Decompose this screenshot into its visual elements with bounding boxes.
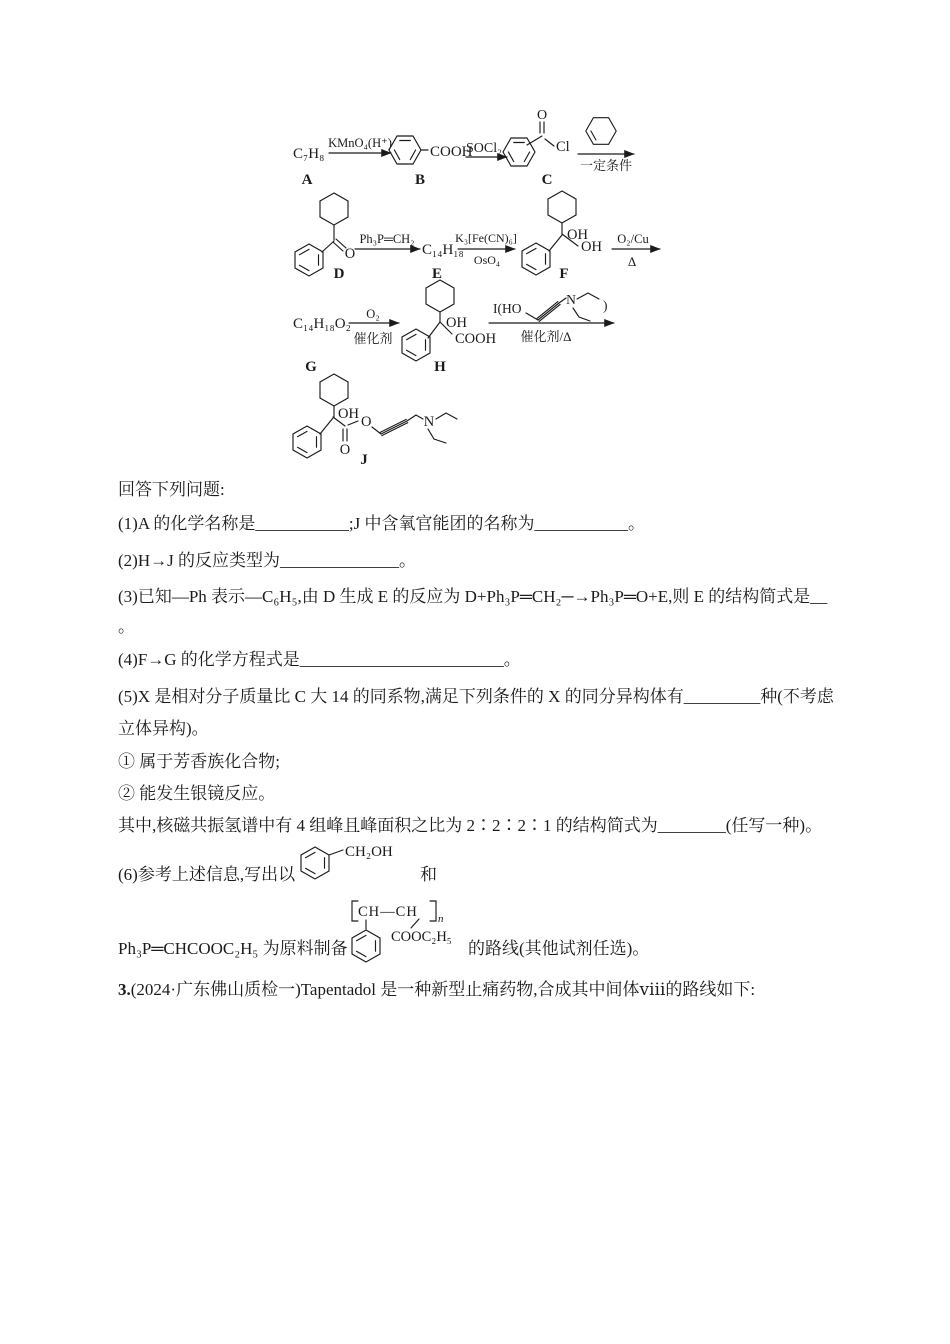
cyclohexane-ring — [320, 193, 348, 225]
benzene-ring — [389, 136, 421, 164]
reagent-i-close: ) — [603, 298, 608, 313]
benzene-ring — [503, 138, 535, 166]
question-5-line2: 立体异构)。 — [118, 719, 209, 738]
question-5-condition-2: ② 能发生银镜反应。 — [118, 784, 276, 803]
arrow-step8 — [489, 323, 614, 344]
benzene-ring — [522, 243, 550, 275]
atom-o-c: O — [536, 108, 548, 123]
label-h: H — [434, 359, 446, 375]
label-f: F — [559, 266, 569, 282]
question-1: (1)A 的化学名称是___________;J 中含氧官能团的名称为___________。 — [118, 514, 645, 533]
reagent-o2: O₂ — [366, 307, 380, 321]
reagent-o2cu: O₂/Cu — [617, 232, 649, 246]
label-e: E — [431, 266, 443, 282]
question-6-suffix: 的路线(其他试剂任选)。 — [468, 939, 650, 958]
condition-step3: 一定条件 — [579, 158, 633, 173]
compound-c — [503, 108, 570, 188]
question-6-material: Ph₃P═CHCOOC₂H₅ 为原料制备 — [118, 939, 348, 958]
benzene-ring — [352, 930, 380, 962]
question-2: (2)H→J 的反应类型为______________。 — [118, 551, 416, 570]
reagent-kmno4: KMnO₄(H⁺) — [328, 136, 392, 150]
cyclohexane-ring — [320, 374, 348, 406]
label-g: G — [305, 359, 317, 375]
reagent-i-open: I(HO — [493, 301, 522, 316]
compound-b — [389, 136, 473, 188]
compound-a — [293, 146, 324, 188]
compound-g — [293, 316, 351, 375]
formula-e: C₁₄H₁₈ — [422, 242, 464, 258]
reagent-socl2: SOCl₂ — [466, 141, 503, 156]
group-oh2-f: OH — [581, 239, 602, 255]
compound-d — [295, 193, 355, 282]
label-b: B — [414, 172, 426, 188]
arrow-step1 — [328, 136, 392, 153]
arrow-step2 — [466, 141, 507, 157]
formula-g: C₁₄H₁₈O₂ — [293, 316, 351, 332]
compound-j — [293, 374, 457, 468]
polymer-backbone: CH—CH — [358, 904, 418, 920]
condition-catalyst7: 催化剂 — [353, 331, 393, 346]
benzene-ring — [295, 244, 323, 276]
benzene-ring — [301, 847, 329, 879]
atom-cl-c: Cl — [556, 139, 570, 155]
cyclohexane-ring — [548, 191, 576, 223]
cyclohexene-reagent — [586, 118, 616, 145]
next-question-heading — [118, 979, 755, 1001]
cyclohexane-ring — [426, 280, 454, 312]
question-5-line3: 其中,核磁共振氢谱中有 4 组峰且峰面积之比为 2∶2∶2∶1 的结构简式为________(任写一种)。 — [118, 816, 823, 835]
questions-intro: 回答下列问题: — [118, 480, 225, 499]
label-a: A — [301, 172, 313, 188]
compound-h — [402, 280, 497, 375]
group-cooh-b: COOH — [430, 144, 473, 160]
polymer-structure — [352, 901, 452, 962]
atom-o-ester-j: O — [361, 414, 372, 430]
group-cooh-h: COOH — [455, 331, 497, 347]
reagent-ylide: Ph₃P═CH₂ — [359, 232, 415, 246]
arrow-step6 — [612, 232, 660, 269]
next-question-number: 3. — [118, 980, 131, 999]
compound-f — [522, 191, 602, 282]
question-3: (3)已知—Ph 表示—C₆H₅,由 D 生成 E 的反应为 D+Ph₃P═CH₂─→Ph₃P═O+E,则 E 的结构简式是__ — [118, 587, 828, 606]
label-d: D — [333, 266, 345, 282]
label-c: C — [541, 172, 553, 188]
atom-o-d: O — [344, 246, 356, 262]
next-question-text: (2024·广东佛山质检一)Tapentadol 是一种新型止痛药物,合成其中间体ⅷ的路线如下: — [130, 980, 756, 999]
group-oh1-f: OH — [567, 227, 588, 243]
atom-n-j: N — [423, 414, 435, 430]
benzyl-alcohol-structure — [301, 844, 393, 879]
question-5-line1: (5)X 是相对分子质量比 C 大 14 的同系物,满足下列条件的 X 的同分异构体有_________种(不考虑 — [118, 687, 834, 706]
arrow-step4 — [355, 232, 420, 249]
condition-catalyst8: 催化剂/Δ — [520, 329, 572, 344]
reagent-ferricyanide: K₃[Fe(CN)₆] — [455, 231, 517, 245]
benzene-ring — [293, 426, 321, 458]
polymer-ester-group: COOC₂H₅ — [391, 929, 452, 945]
reagent-oso4: OsO₄ — [473, 253, 501, 267]
benzene-ring — [402, 329, 430, 361]
question-3-period: 。 — [118, 617, 135, 636]
formula-a: C₇H₈ — [293, 146, 325, 162]
group-oh-h: OH — [446, 315, 467, 331]
polymer-sub-n: n — [438, 913, 444, 925]
reagent-i-structure — [493, 292, 608, 321]
question-5-condition-1: ① 属于芳香族化合物; — [118, 752, 280, 771]
atom-o-carbonyl-j: O — [339, 442, 351, 458]
arrow-step5 — [455, 231, 517, 267]
reagent-i-n: N — [566, 292, 576, 307]
group-oh-j: OH — [338, 406, 359, 422]
question-6-prefix: (6)参考上述信息,写出以 — [118, 865, 296, 884]
condition-delta6: Δ — [627, 254, 637, 269]
compound-e — [422, 242, 464, 282]
label-j: J — [360, 452, 368, 468]
question-6-and: 和 — [420, 865, 437, 884]
group-ch2oh: CH₂OH — [345, 844, 393, 860]
question-4: (4)F→G 的化学方程式是________________________。 — [118, 650, 521, 669]
arrow-step3 — [578, 154, 634, 173]
arrow-step7 — [349, 307, 399, 346]
